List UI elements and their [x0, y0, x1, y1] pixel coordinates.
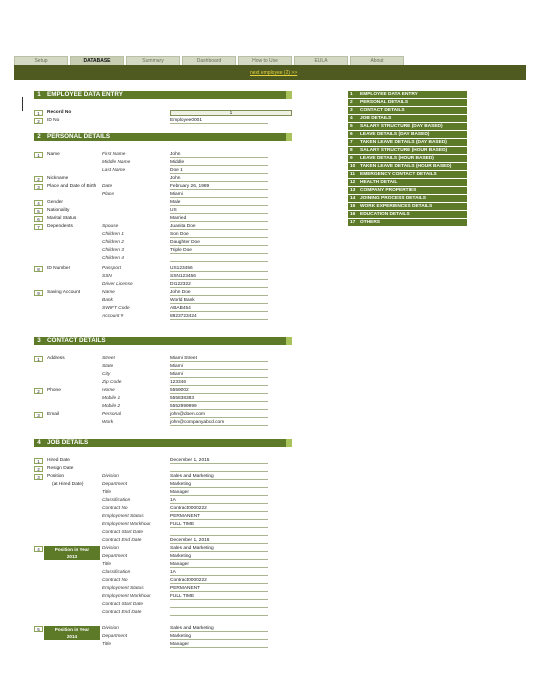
department-field[interactable]: Marketing: [170, 554, 268, 560]
nickname-label: Nickname: [47, 176, 69, 181]
contract-end-field[interactable]: December 1, 2016: [170, 538, 268, 544]
menu-item-leave-day[interactable]: [348, 131, 467, 138]
menu-item-label: HEALTH DETAIL: [360, 180, 398, 185]
gender-field[interactable]: Male: [170, 200, 268, 206]
record-no-label: Record No: [47, 110, 72, 115]
row-number: 2: [34, 466, 43, 472]
tab-how-to-use[interactable]: How to Use: [238, 56, 292, 65]
employment-workhour-label: Employment Workhour: [102, 522, 151, 527]
spouse-label: Spouse: [102, 224, 119, 229]
swift-code-field[interactable]: ABAB454: [170, 306, 268, 312]
section-nav-menu: [348, 91, 467, 227]
next-employee-link[interactable]: next employee (2) >>: [250, 70, 298, 76]
title-field[interactable]: Manager: [170, 642, 268, 648]
menu-item-number: 15: [350, 204, 356, 209]
classification-field[interactable]: 1A: [170, 498, 268, 504]
menu-item-label: LEAVE DETAILS (DAY BASED): [360, 132, 430, 137]
division-label: Division: [102, 474, 119, 479]
row-number: 7: [34, 224, 43, 230]
row-number: 5: [34, 208, 43, 214]
title-field[interactable]: Manager: [170, 562, 268, 568]
menu-item-number: 10: [350, 164, 356, 169]
position-year-value: 2014: [66, 634, 78, 639]
contract-no-field[interactable]: Contract0000222: [170, 578, 268, 584]
children-3-field[interactable]: Triple Doe: [170, 248, 268, 254]
menu-item-label: COMPANY PROPERTIES: [360, 188, 417, 193]
row-number: 8: [34, 266, 43, 272]
menu-item-number: 3: [350, 108, 353, 113]
menu-item-number: 7: [350, 140, 353, 145]
position-year-2014-badge: [44, 626, 100, 640]
position-year-label: Position in Year: [54, 627, 90, 632]
department-field[interactable]: Marketing: [170, 634, 268, 640]
menu-item-number: 12: [350, 180, 356, 185]
menu-item-number: 4: [350, 116, 353, 121]
menu-item-label: LEAVE DETAILS (HOUR BASED): [360, 156, 434, 161]
tab-summary[interactable]: Summary: [126, 56, 180, 65]
contract-end-label: Contract End Date: [102, 610, 142, 615]
employment-workhour-label: Employment Workhour: [102, 594, 151, 599]
section-employee-data-entry: [34, 91, 292, 99]
birth-place-field[interactable]: Miami: [170, 192, 268, 198]
position-year-label: Position in Year: [54, 547, 90, 552]
place-date-birth-label: Place and Date of Birth: [47, 184, 97, 189]
record-no-field[interactable]: 1: [170, 110, 292, 116]
email-label: Email: [47, 412, 59, 417]
division-label: Division: [102, 626, 119, 631]
row-number: 3: [34, 184, 43, 190]
title-label: Title: [102, 490, 112, 495]
menu-item-leave-hour[interactable]: [348, 155, 467, 162]
children-3-label: Children 3: [102, 248, 124, 253]
personal-email-field[interactable]: john@doen.com: [170, 412, 268, 418]
menu-item-salary-day[interactable]: [348, 123, 467, 130]
row-number: 4: [34, 546, 43, 552]
tab-database[interactable]: DATABASE: [70, 56, 124, 65]
title-label: Title: [102, 562, 112, 567]
row-number: 3: [34, 412, 43, 418]
last-name-field[interactable]: Doe 1: [170, 168, 268, 174]
children-4-field[interactable]: [170, 256, 268, 262]
section-personal-details: [34, 133, 292, 141]
tab-eula[interactable]: EULA: [294, 56, 348, 65]
menu-item-work-experiences[interactable]: [348, 203, 467, 210]
row-number: 6: [34, 216, 43, 222]
address-label: Address: [47, 356, 65, 361]
menu-item-label: JOB DETAILS: [360, 116, 392, 121]
employment-workhour-field[interactable]: FULL TIME: [170, 594, 268, 600]
row-number: 1: [34, 152, 43, 158]
row-number: 9: [34, 290, 43, 296]
classification-field[interactable]: 1A: [170, 570, 268, 576]
menu-item-taken-leave-day[interactable]: [348, 139, 467, 146]
children-4-label: Children 4: [102, 256, 124, 261]
mobile-2-label: Mobile 2: [102, 404, 121, 409]
contract-end-field[interactable]: [170, 610, 268, 616]
department-field[interactable]: Marketing: [170, 482, 268, 488]
menu-item-health-detail[interactable]: [348, 179, 467, 186]
menu-item-emergency-contact[interactable]: [348, 171, 467, 178]
section-title: JOB DETAILS: [47, 439, 89, 446]
department-label: Department: [102, 482, 128, 487]
menu-item-label: PERSONAL DETAILS: [360, 100, 409, 105]
menu-item-label: SALARY STRUCTURE (HOUR BASED): [360, 148, 448, 153]
mobile-1-field[interactable]: 555838383: [170, 396, 268, 402]
gender-label: Gender: [47, 200, 63, 205]
mobile-1-label: Mobile 1: [102, 396, 121, 401]
state-label: State: [102, 364, 114, 369]
text-cursor: [22, 97, 23, 111]
street-label: Street: [102, 356, 115, 361]
title-field[interactable]: Manager: [170, 490, 268, 496]
section-number: 4: [37, 439, 41, 446]
account-name-field[interactable]: John Doe: [170, 290, 268, 296]
contract-end-label: Contract End Date: [102, 538, 142, 543]
menu-item-label: EMERGENCY CONTACT DETAILS: [360, 172, 437, 177]
saving-account-label: Saving Account: [47, 290, 81, 295]
menu-item-number: 2: [350, 100, 353, 105]
position-sub-label: (at Hired Date): [52, 482, 84, 487]
id-number-label: ID Number: [47, 266, 71, 271]
menu-item-number: 13: [350, 188, 356, 193]
hired-date-label: Hired Date: [47, 458, 70, 463]
menu-item-label: EMPLOYEE DATA ENTRY: [360, 92, 418, 97]
account-name-label: Name: [102, 290, 115, 295]
dependents-label: Dependents: [47, 224, 73, 229]
account-number-label: Account #: [102, 314, 124, 319]
row-number: 3: [34, 474, 43, 480]
employment-status-field[interactable]: PERMANENT: [170, 514, 268, 520]
tab-setup[interactable]: Setup: [14, 56, 68, 65]
children-2-label: Children 2: [102, 240, 124, 245]
header-bar: [14, 65, 526, 80]
employment-workhour-field[interactable]: FULL TIME: [170, 522, 268, 528]
menu-item-label: WORK EXPERIENCES DETAILS: [360, 204, 433, 209]
employment-status-label: Employment Status: [102, 586, 144, 591]
department-label: Department: [102, 554, 128, 559]
menu-item-contact-details[interactable]: [348, 107, 467, 114]
children-1-field[interactable]: Son Doe: [170, 232, 268, 238]
tab-about[interactable]: About: [350, 56, 404, 65]
menu-item-number: 1: [350, 92, 353, 97]
menu-item-job-details[interactable]: [348, 115, 467, 122]
first-name-field[interactable]: John: [170, 152, 268, 158]
middle-name-field[interactable]: Middle: [170, 160, 268, 166]
section-number: 2: [37, 133, 41, 140]
children-2-field[interactable]: Daughter Doe: [170, 240, 268, 246]
menu-item-label: JOINING PROCESS DETAILS: [360, 196, 427, 201]
section-title: PERSONAL DETAILS: [47, 133, 111, 140]
row-number: 1: [34, 110, 43, 116]
menu-item-label: TAKEN LEAVE DETAILS (DAY BASED): [360, 140, 447, 145]
menu-item-number: 14: [350, 196, 356, 201]
zip-code-field[interactable]: 123346: [170, 380, 268, 386]
division-label: Division: [102, 546, 119, 551]
phone-label: Phone: [47, 388, 61, 393]
classification-label: Classification: [102, 570, 131, 575]
section-job-details: [34, 439, 292, 447]
menu-item-personal-details[interactable]: [348, 99, 467, 106]
contract-no-field[interactable]: Contract0000222: [170, 506, 268, 512]
mobile-2-field[interactable]: 5552999999: [170, 404, 268, 410]
row-number: 2: [34, 176, 43, 182]
section-contact-details: [34, 337, 292, 345]
menu-item-number: 5: [350, 124, 353, 129]
row-number: 2: [34, 388, 43, 394]
marital-status-field[interactable]: Married: [170, 216, 268, 222]
resign-date-field[interactable]: [170, 466, 268, 472]
section-number: 3: [37, 337, 41, 344]
sheet-tabs: [14, 56, 406, 65]
section-number: 1: [37, 91, 41, 98]
section-title: EMPLOYEE DATA ENTRY: [47, 91, 123, 98]
middle-name-label: Middle Name: [102, 160, 131, 165]
account-number-field[interactable]: 8823723424: [170, 314, 268, 320]
row-number: 2: [34, 118, 43, 124]
menu-item-number: 17: [350, 220, 356, 225]
swift-code-label: SWIFT Code: [102, 306, 130, 311]
menu-item-label: CONTACT DETAILS: [360, 108, 405, 113]
nationality-label: Nationality: [47, 208, 70, 213]
row-number: 4: [34, 200, 43, 206]
menu-item-others[interactable]: [348, 219, 467, 226]
state-field[interactable]: Miami: [170, 364, 268, 370]
passport-label: Passport: [102, 266, 121, 271]
nickname-field[interactable]: John: [170, 176, 268, 182]
division-field[interactable]: Sales and Marketing: [170, 626, 268, 632]
row-number: 1: [34, 458, 43, 464]
employment-status-label: Employment Status: [102, 514, 144, 519]
work-email-field[interactable]: john@companyabcd.com: [170, 420, 268, 426]
position-label: Position: [47, 474, 65, 479]
menu-item-education-details[interactable]: [348, 211, 467, 218]
division-field[interactable]: Sales and Marketing: [170, 546, 268, 552]
section-title: CONTACT DETAILS: [47, 337, 106, 344]
menu-item-label: EDUCATION DETAILS: [360, 212, 410, 217]
street-field[interactable]: Miami Street: [170, 356, 268, 362]
tab-dashboard[interactable]: Dashboard: [182, 56, 236, 65]
row-number: 1: [34, 356, 43, 362]
menu-item-label: OTHERS: [360, 220, 380, 225]
contract-start-field[interactable]: [170, 530, 268, 536]
row-number: 5: [34, 626, 43, 632]
menu-item-number: 8: [350, 148, 353, 153]
contract-no-label: Contract No: [102, 506, 128, 511]
birth-place-label: Place: [102, 192, 114, 197]
bank-label: Bank: [102, 298, 113, 303]
position-year-2013-badge: [44, 546, 100, 560]
nationality-field[interactable]: US: [170, 208, 268, 214]
menu-item-number: 16: [350, 212, 356, 217]
id-no-label: ID No: [47, 118, 60, 123]
title-label: Title: [102, 642, 112, 647]
bank-field[interactable]: World Bank: [170, 298, 268, 304]
menu-item-label: TAKEN LEAVE DETAILS (HOUR BASED): [360, 164, 452, 169]
birth-date-field[interactable]: February 26, 1989: [170, 184, 268, 190]
department-label: Department: [102, 634, 128, 639]
driver-license-label: Driver License: [102, 282, 133, 287]
menu-item-joining-process[interactable]: [348, 195, 467, 202]
driver-license-field[interactable]: DI122322: [170, 282, 268, 288]
city-label: City: [102, 372, 111, 377]
resign-date-label: Resign Date: [47, 466, 74, 471]
position-year-value: 2013: [66, 554, 78, 559]
menu-item-salary-hour[interactable]: [348, 147, 467, 154]
division-field[interactable]: Sales and Marketing: [170, 474, 268, 480]
last-name-label: Last Name: [102, 168, 126, 173]
spouse-field[interactable]: Juanita Doe: [170, 224, 268, 230]
contract-start-label: Contract Start Date: [102, 530, 144, 535]
menu-item-number: 6: [350, 132, 353, 137]
menu-item-number: 9: [350, 156, 353, 161]
id-no-field[interactable]: Employee0001: [170, 118, 268, 124]
personal-email-label: Personal: [102, 412, 121, 417]
menu-item-employee-data-entry[interactable]: [348, 91, 467, 98]
name-label: Name: [47, 152, 60, 157]
ssn-label: SSN: [102, 274, 112, 279]
marital-status-label: Marital Status: [47, 216, 77, 221]
ssn-field[interactable]: SSN123456: [170, 274, 268, 280]
passport-field[interactable]: US123456: [170, 266, 268, 272]
employment-status-field[interactable]: PERMANENT: [170, 586, 268, 592]
children-1-label: Children 1: [102, 232, 124, 237]
hired-date-field[interactable]: December 1, 2015: [170, 458, 268, 464]
home-phone-label: Home: [102, 388, 115, 393]
home-phone-field[interactable]: 5559002: [170, 388, 268, 394]
city-field[interactable]: Miami: [170, 372, 268, 378]
work-email-label: Work: [102, 420, 114, 425]
zip-code-label: Zip Code: [102, 380, 122, 385]
contract-start-field[interactable]: [170, 602, 268, 608]
menu-item-label: SALARY STRUCTURE (DAY BASED): [360, 124, 443, 129]
contract-no-label: Contract No: [102, 578, 128, 583]
contract-start-label: Contract Start Date: [102, 602, 144, 607]
menu-item-company-properties[interactable]: [348, 187, 467, 194]
classification-label: Classification: [102, 498, 131, 503]
first-name-label: First Name: [102, 152, 126, 157]
birth-date-label: Date: [102, 184, 113, 189]
menu-item-taken-leave-hour[interactable]: [348, 163, 467, 170]
menu-item-number: 11: [350, 172, 356, 177]
